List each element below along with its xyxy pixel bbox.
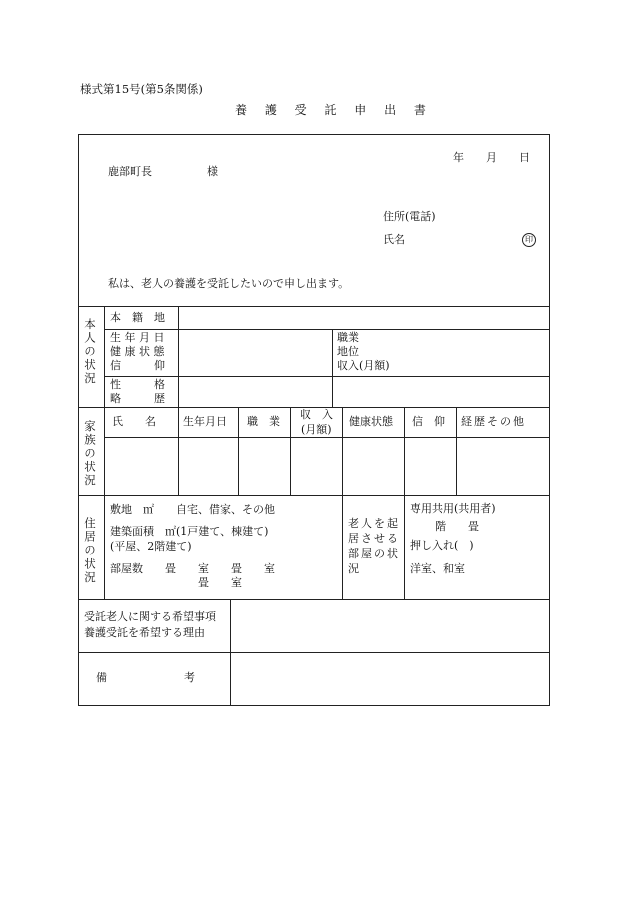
divider	[104, 306, 105, 599]
addressee: 鹿部町長 様	[108, 165, 218, 178]
family-header-health: 健康状態	[349, 415, 393, 428]
building-area: 建築面積 ㎡(1戸建て、棟建て)	[110, 525, 269, 538]
closet: 押し入れ( )	[410, 539, 474, 552]
address-label: 住所(電話)	[383, 210, 436, 223]
faith-label: 信 仰	[110, 359, 165, 372]
divider	[104, 437, 550, 438]
divider	[456, 407, 457, 495]
remarks-label: 備 考	[96, 671, 195, 684]
private-shared: 専用共用(共用者)	[410, 502, 496, 515]
divider	[78, 652, 550, 653]
family-header-faith: 信 仰	[412, 415, 445, 428]
family-header-income-monthly: (月額)	[301, 423, 332, 436]
divider	[332, 329, 333, 407]
family-header-occupation: 職 業	[247, 415, 280, 428]
family-section-label: 家族の状況	[83, 420, 97, 488]
form-title: 養 護 受 託 申 出 書	[235, 103, 433, 117]
elder-room-line-3: 部屋の状	[348, 547, 400, 560]
date-field: 年 月 日	[453, 151, 530, 164]
room-count: 部屋数 畳 室 畳 室	[110, 562, 275, 575]
statement: 私は、老人の養護を受託したいので申し出ます。	[108, 277, 350, 290]
health-label: 健 康 状 態	[110, 345, 165, 358]
dob-label: 生 年 月 日	[110, 331, 165, 344]
divider	[78, 495, 550, 496]
wishes-label: 受託老人に関する希望事項	[84, 610, 216, 623]
floor-mats: 階 畳	[435, 520, 479, 533]
name-label: 氏名	[383, 233, 405, 246]
site-area: 敷地 ㎡ 自宅、借家、その他	[110, 503, 275, 516]
divider	[104, 329, 550, 330]
family-header-name: 氏 名	[112, 415, 156, 428]
reason-label: 養護受託を希望する理由	[84, 626, 205, 639]
divider	[404, 407, 405, 599]
divider	[342, 407, 343, 599]
room-count-2: 畳 室	[198, 576, 242, 589]
family-header-background: 経歴その他	[461, 415, 526, 428]
family-header-income: 収 入	[300, 408, 333, 421]
divider	[290, 407, 291, 495]
position-label: 地位	[337, 345, 359, 358]
family-header-dob: 生年月日	[183, 415, 227, 428]
elder-room-line-4: 況	[348, 562, 359, 575]
honseki-label: 本 籍 地	[110, 311, 165, 324]
seal-mark: 印	[522, 233, 536, 247]
occupation-label: 職業	[337, 331, 359, 344]
income-label: 収入(月額)	[337, 359, 390, 372]
form-number-label: 様式第15号(第5条関係)	[80, 82, 203, 96]
elder-room-line-2: 居させる	[348, 532, 400, 545]
housing-section-label: 住居の状況	[83, 517, 97, 585]
history-label: 略 歴	[110, 392, 165, 405]
divider	[178, 306, 179, 495]
divider	[230, 599, 231, 706]
divider	[238, 407, 239, 495]
divider	[104, 376, 550, 377]
divider	[78, 599, 550, 600]
room-style: 洋室、和室	[410, 562, 465, 575]
building-type: (平屋、2階建て)	[110, 540, 192, 553]
character-label: 性 格	[110, 378, 165, 391]
self-section-label: 本人の状況	[83, 318, 97, 386]
divider	[78, 306, 550, 307]
elder-room-line-1: 老人を起	[348, 517, 400, 530]
